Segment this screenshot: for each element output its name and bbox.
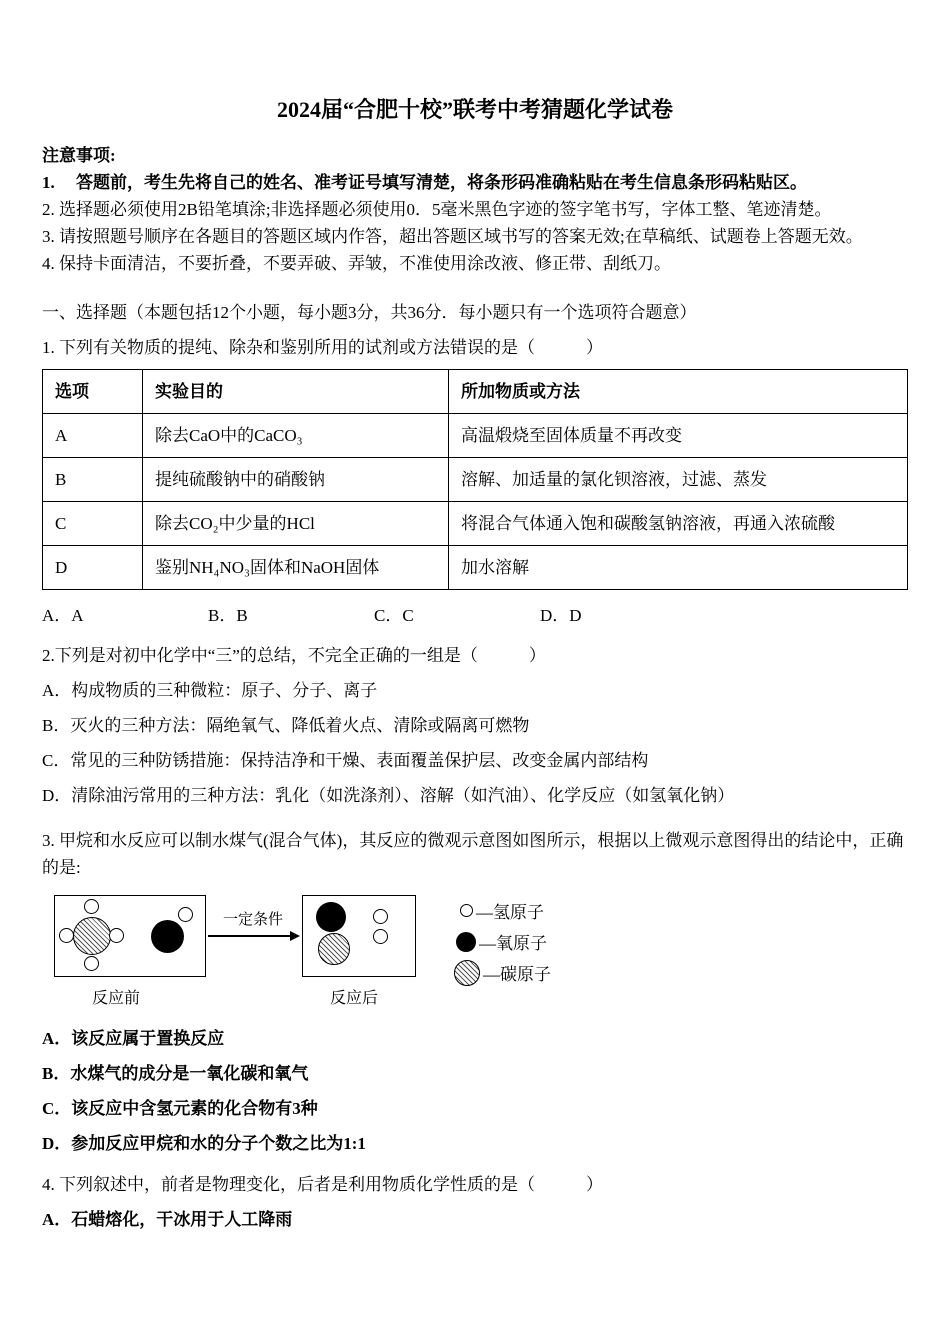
legend-label: —碳原子 [483, 965, 551, 984]
table-header-cell: 选项 [43, 370, 143, 414]
table-row-d [43, 546, 908, 590]
table-cell: D [43, 546, 143, 590]
table-row-a [43, 414, 908, 458]
question2-option-b: B．灭火的三种方法：隔绝氧气、降低着火点、清除或隔离可燃物 [42, 716, 530, 735]
hydrogen-atom-icon [84, 899, 99, 914]
hydrogen-atom-icon [109, 928, 124, 943]
table-header-row [43, 370, 908, 414]
section1-heading: 一、选择题（本题包括12个小题，每小题3分，共36分．每小题只有一个选项符合题意） [42, 303, 697, 322]
table-cell: 将混合气体通入饱和碳酸氢钠溶液，再通入浓硫酸 [449, 502, 908, 546]
carbon-atom-icon [454, 960, 480, 986]
arrow-icon [208, 935, 298, 937]
question4-option-a: A．石蜡熔化，干冰用于人工降雨 [42, 1210, 293, 1229]
question3-reaction-diagram [54, 895, 908, 1017]
table-header-cell: 实验目的 [143, 370, 449, 414]
table-cell: A [43, 414, 143, 458]
question3-stem: 3. 甲烷和水反应可以制水煤气(混合气体)，其反应的微观示意图如图所示，根据以上微观示意图得出的结论中，正确的是: [42, 831, 904, 877]
question2-option-a: A．构成物质的三种微粒：原子、分子、离子 [42, 681, 378, 700]
notice-heading: 注意事项: [42, 146, 116, 165]
notice-item-1: 1. 答题前，考生先将自己的姓名、准考证号填写清楚，将条形码准确粘贴在考生信息条形码粘贴区。 [42, 173, 807, 192]
question2-stem: 2.下列是对初中化学中“三”的总结，不完全正确的一组是（ ） [42, 646, 546, 665]
legend-row-hydrogen [454, 895, 551, 926]
before-reaction-label: 反应前 [92, 990, 141, 1007]
reactants-box [54, 895, 206, 977]
oxygen-atom-icon [151, 920, 184, 953]
table-row-b [43, 458, 908, 502]
table-cell: 除去CaO中的CaCO₃ [143, 414, 449, 458]
table-cell: 加水溶解 [449, 546, 908, 590]
table-header-cell: 所加物质或方法 [449, 370, 908, 414]
products-box [302, 895, 416, 977]
table-cell: 提纯硫酸钠中的硝酸钠 [143, 458, 449, 502]
atom-legend [454, 895, 551, 988]
notice-item-2: 2. 选择题必须使用2B铅笔填涂;非选择题必须使用0．5毫米黑色字迹的签字笔书写，字体工整、笔迹清楚。 [42, 200, 832, 219]
table-cell: C [43, 502, 143, 546]
hydrogen-atom-icon [373, 929, 388, 944]
question4-stem: 4. 下列叙述中，前者是物理变化，后者是利用物质化学性质的是（ ） [42, 1175, 603, 1194]
legend-row-carbon [454, 957, 551, 988]
question1-stem: 1. 下列有关物质的提纯、除杂和鉴别所用的试剂或方法错误的是（ ） [42, 338, 603, 357]
question3-option-c: C．该反应中含氢元素的化合物有3种 [42, 1099, 318, 1118]
legend-label: —氢原子 [476, 903, 544, 922]
question1-option-d: D．D [540, 606, 582, 625]
question1-option-a: A．A [42, 606, 84, 625]
table-cell: 高温煅烧至固体质量不再改变 [449, 414, 908, 458]
table-cell: 除去CO₂中少量的HCl [143, 502, 449, 546]
question2-option-c: C．常见的三种防锈措施：保持洁净和干燥、表面覆盖保护层、改变金属内部结构 [42, 751, 649, 770]
legend-row-oxygen [454, 926, 551, 957]
reaction-condition-label: 一定条件 [222, 912, 283, 928]
question3-option-d: D．参加反应甲烷和水的分子个数之比为1:1 [42, 1134, 366, 1153]
table-cell: 溶解、加适量的氯化钡溶液，过滤、蒸发 [449, 458, 908, 502]
oxygen-atom-icon [316, 902, 346, 932]
hydrogen-atom-icon [373, 909, 388, 924]
question1-option-b: B．B [208, 606, 248, 625]
reaction-arrow [208, 911, 298, 937]
question3-option-b: B．水煤气的成分是一氧化碳和氧气 [42, 1064, 309, 1083]
hydrogen-atom-icon [59, 928, 74, 943]
after-reaction-label: 反应后 [330, 990, 379, 1007]
table-cell: 鉴别NH₄NO₃固体和NaOH固体 [143, 546, 449, 590]
question3-option-a: A．该反应属于置换反应 [42, 1029, 225, 1048]
notice-item-4: 4. 保持卡面清洁，不要折叠，不要弄破、弄皱，不准使用涂改液、修正带、刮纸刀。 [42, 254, 671, 273]
carbon-atom-icon [73, 917, 111, 955]
paper-title: 2024届“合肥十校”联考中考猜题化学试卷 [276, 97, 673, 122]
table-cell: B [43, 458, 143, 502]
notice-section [42, 142, 908, 277]
hydrogen-atom-icon [84, 956, 99, 971]
oxygen-atom-icon [456, 932, 476, 952]
carbon-atom-icon [318, 933, 350, 965]
question1-options [42, 602, 908, 629]
hydrogen-atom-icon [178, 907, 193, 922]
notice-item-3: 3. 请按照题号顺序在各题目的答题区域内作答，超出答题区域书写的答案无效;在草稿纸、试题卷上答题无效。 [42, 227, 863, 246]
question1-table [42, 369, 908, 590]
hydrogen-atom-icon [460, 904, 473, 917]
legend-label: —氧原子 [479, 934, 547, 953]
table-row-c [43, 502, 908, 546]
question2-option-d: D．清除油污常用的三种方法：乳化（如洗涤剂）、溶解（如汽油）、化学反应（如氢氧化钠） [42, 786, 735, 805]
question1-option-c: C．C [374, 606, 414, 625]
